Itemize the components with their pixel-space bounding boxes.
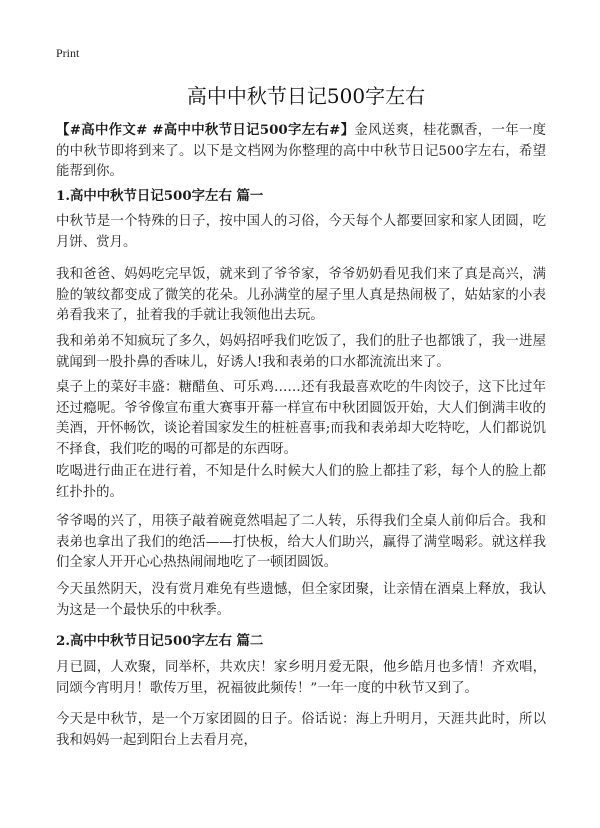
section1-paragraph-6: 爷爷喝的兴了，用筷子敲着碗竟然唱起了二人转，乐得我们全桌人前仰后合。我和表弟也拿出了我们的绝活——打快板，给大人们助兴，赢得了满堂喝彩。就这样我们全家人开开心心热热闹闹地吃了一顿团圆饭。 — [56, 514, 546, 570]
section1-heading: 1.高中中秋节日记500字左右 篇一 — [56, 188, 264, 204]
document-title: 高中中秋节日记500字左右 — [186, 84, 426, 108]
print-label[interactable]: Print — [56, 46, 80, 60]
section1-paragraph-7: 今天虽然阴天，没有赏月难免有些遗憾，但全家团聚，让亲情在酒桌上释放，我认为这是一个最快乐的中秋季。 — [56, 582, 546, 618]
section2-paragraph-2: 今天是中秋节，是一个万家团圆的日子。俗话说：海上升明月，天涯共此时，所以我和妈妈一起到阳台上去看月亮， — [56, 712, 546, 748]
section1-paragraph-2: 我和爸爸、妈妈吃完早饭，就来到了爷爷家，爷爷奶奶看见我们来了真是高兴，满脸的皱纹都变成了微笑的花朵。儿孙满堂的屋子里人真是热闹极了，姑姑家的小表弟看我来了，扯着我的手就让我领他出去玩。 — [56, 267, 546, 323]
section1-paragraph-5: 吃喝进行曲正在进行着，不知是什么时候大人们的脸上都挂了彩，每个人的脸上都红扑扑的。 — [56, 464, 546, 500]
section1-paragraph-1: 中秋节是一个特殊的日子，按中国人的习俗，今天每个人都要回家和家人团圆，吃月饼、赏月。 — [56, 214, 546, 250]
section1-paragraph-4: 桌子上的菜好丰盛：糖醋鱼、可乐鸡……还有我最喜欢吃的牛肉饺子，这下比过年还过瘾呢。爷爷像宣布重大赛事开幕一样宣布中秋团圆饭开始，大人们倒满丰收的美酒，开怀畅饮，谈论着国家发生的桩桩喜事;而我和表弟却大吃特吃，人们都说饥不择食，我们吃的喝的可都是的东西呀。 — [56, 380, 546, 457]
intro-tag: 【#高中作文# #高中中秋节日记500字左右#】 — [56, 122, 355, 138]
section2-paragraph-1: 月已圆，人欢聚，同举杯，共欢庆！家乡明月爱无限，他乡皓月也多情！齐欢唱，同颂今宵明月！歌传万里，祝福彼此频传！”一年一度的中秋节又到了。 — [56, 660, 546, 696]
intro-paragraph — [56, 120, 546, 183]
section2-heading: 2.高中中秋节日记500字左右 篇二 — [56, 633, 264, 649]
intro-text: 金风送爽，桂花飘香，一年一度的中秋节即将到来了。以下是文档网为你整理的高中中秋节日记500字左右，希望能帮到你。 — [56, 123, 546, 179]
section1-paragraph-3: 我和弟弟不知疯玩了多久，妈妈招呼我们吃饭了，我们的肚子也都饿了，我一进屋就闻到一股扑鼻的香味儿，好诱人!我和表弟的口水都流流出来了。 — [56, 334, 546, 370]
